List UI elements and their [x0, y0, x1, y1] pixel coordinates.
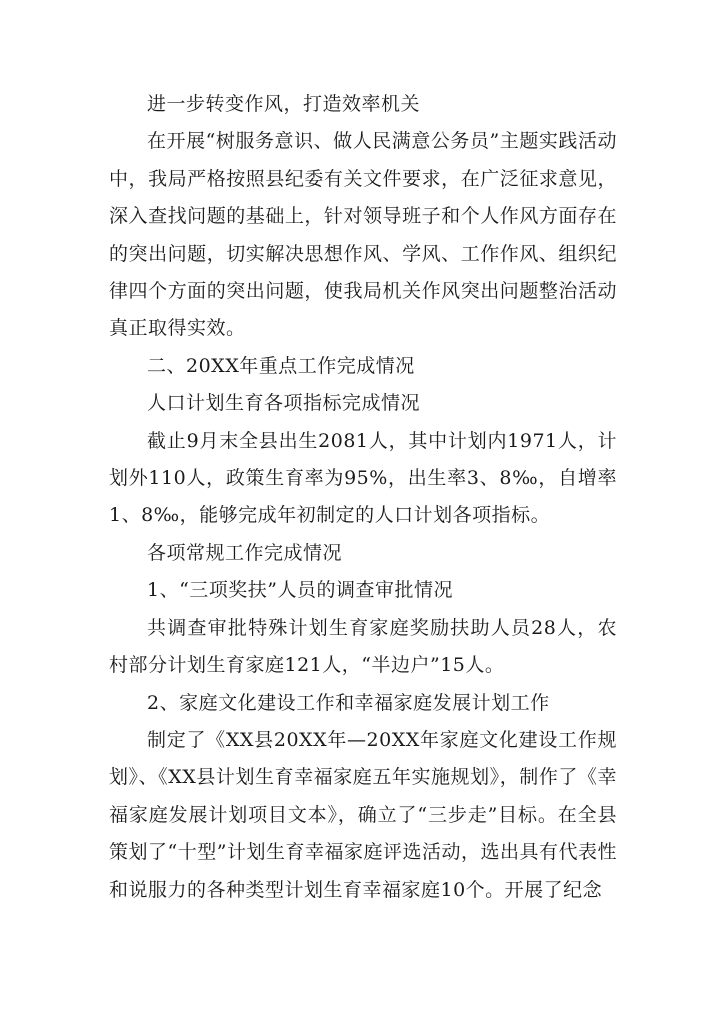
- section-heading: 人口计划生育各项指标完成情况: [147, 392, 421, 415]
- section-heading: 各项常规工作完成情况: [147, 541, 343, 564]
- section-heading: 1、“三项奖扶”人员的调查审批情况: [147, 579, 454, 602]
- section-heading: 进一步转变作风，打造效率机关: [147, 93, 421, 115]
- body-paragraph: 截止9月末全县出生2081人，其中计划内1971人，计划外110人，政策生育率为95%，出生率3、8‰，自增率1、8‰，能够完成年初制定的人口计划各项指标。: [109, 429, 617, 527]
- body-paragraph: 在开展“树服务意识、做人民满意公务员”主题实践活动中，我局严格按照县纪委有关文件要求，在广泛征求意见，深入查找问题的基础上，针对领导班子和个人作风方面存在的突出问题，切实解决思想作风、学风、工作作风、组织纪律四个方面的突出问题，使我局机关作风突出问题整治活动真正取得实效。: [109, 130, 617, 340]
- document-body: [109, 86, 617, 909]
- section-heading: 二、20XX年重点工作完成情况: [147, 354, 415, 377]
- section-heading: 2、家庭文化建设工作和幸福家庭发展计划工作: [147, 691, 550, 714]
- body-paragraph: 制定了《XX县20XX年—20XX年家庭文化建设工作规划》、《XX县计划生育幸福家庭五年实施规划》，制作了《幸福家庭发展计划项目文本》，确立了“三步走”目标。在全县策划了“十型”计划生育幸福家庭评选活动，选出具有代表性和说服力的各种类型计划生育幸福家庭10个。开展了纪念: [109, 728, 617, 901]
- body-paragraph: 共调查审批特殊计划生育家庭奖励扶助人员28人，农村部分计划生育家庭121人，“半边户”15人。: [109, 616, 617, 677]
